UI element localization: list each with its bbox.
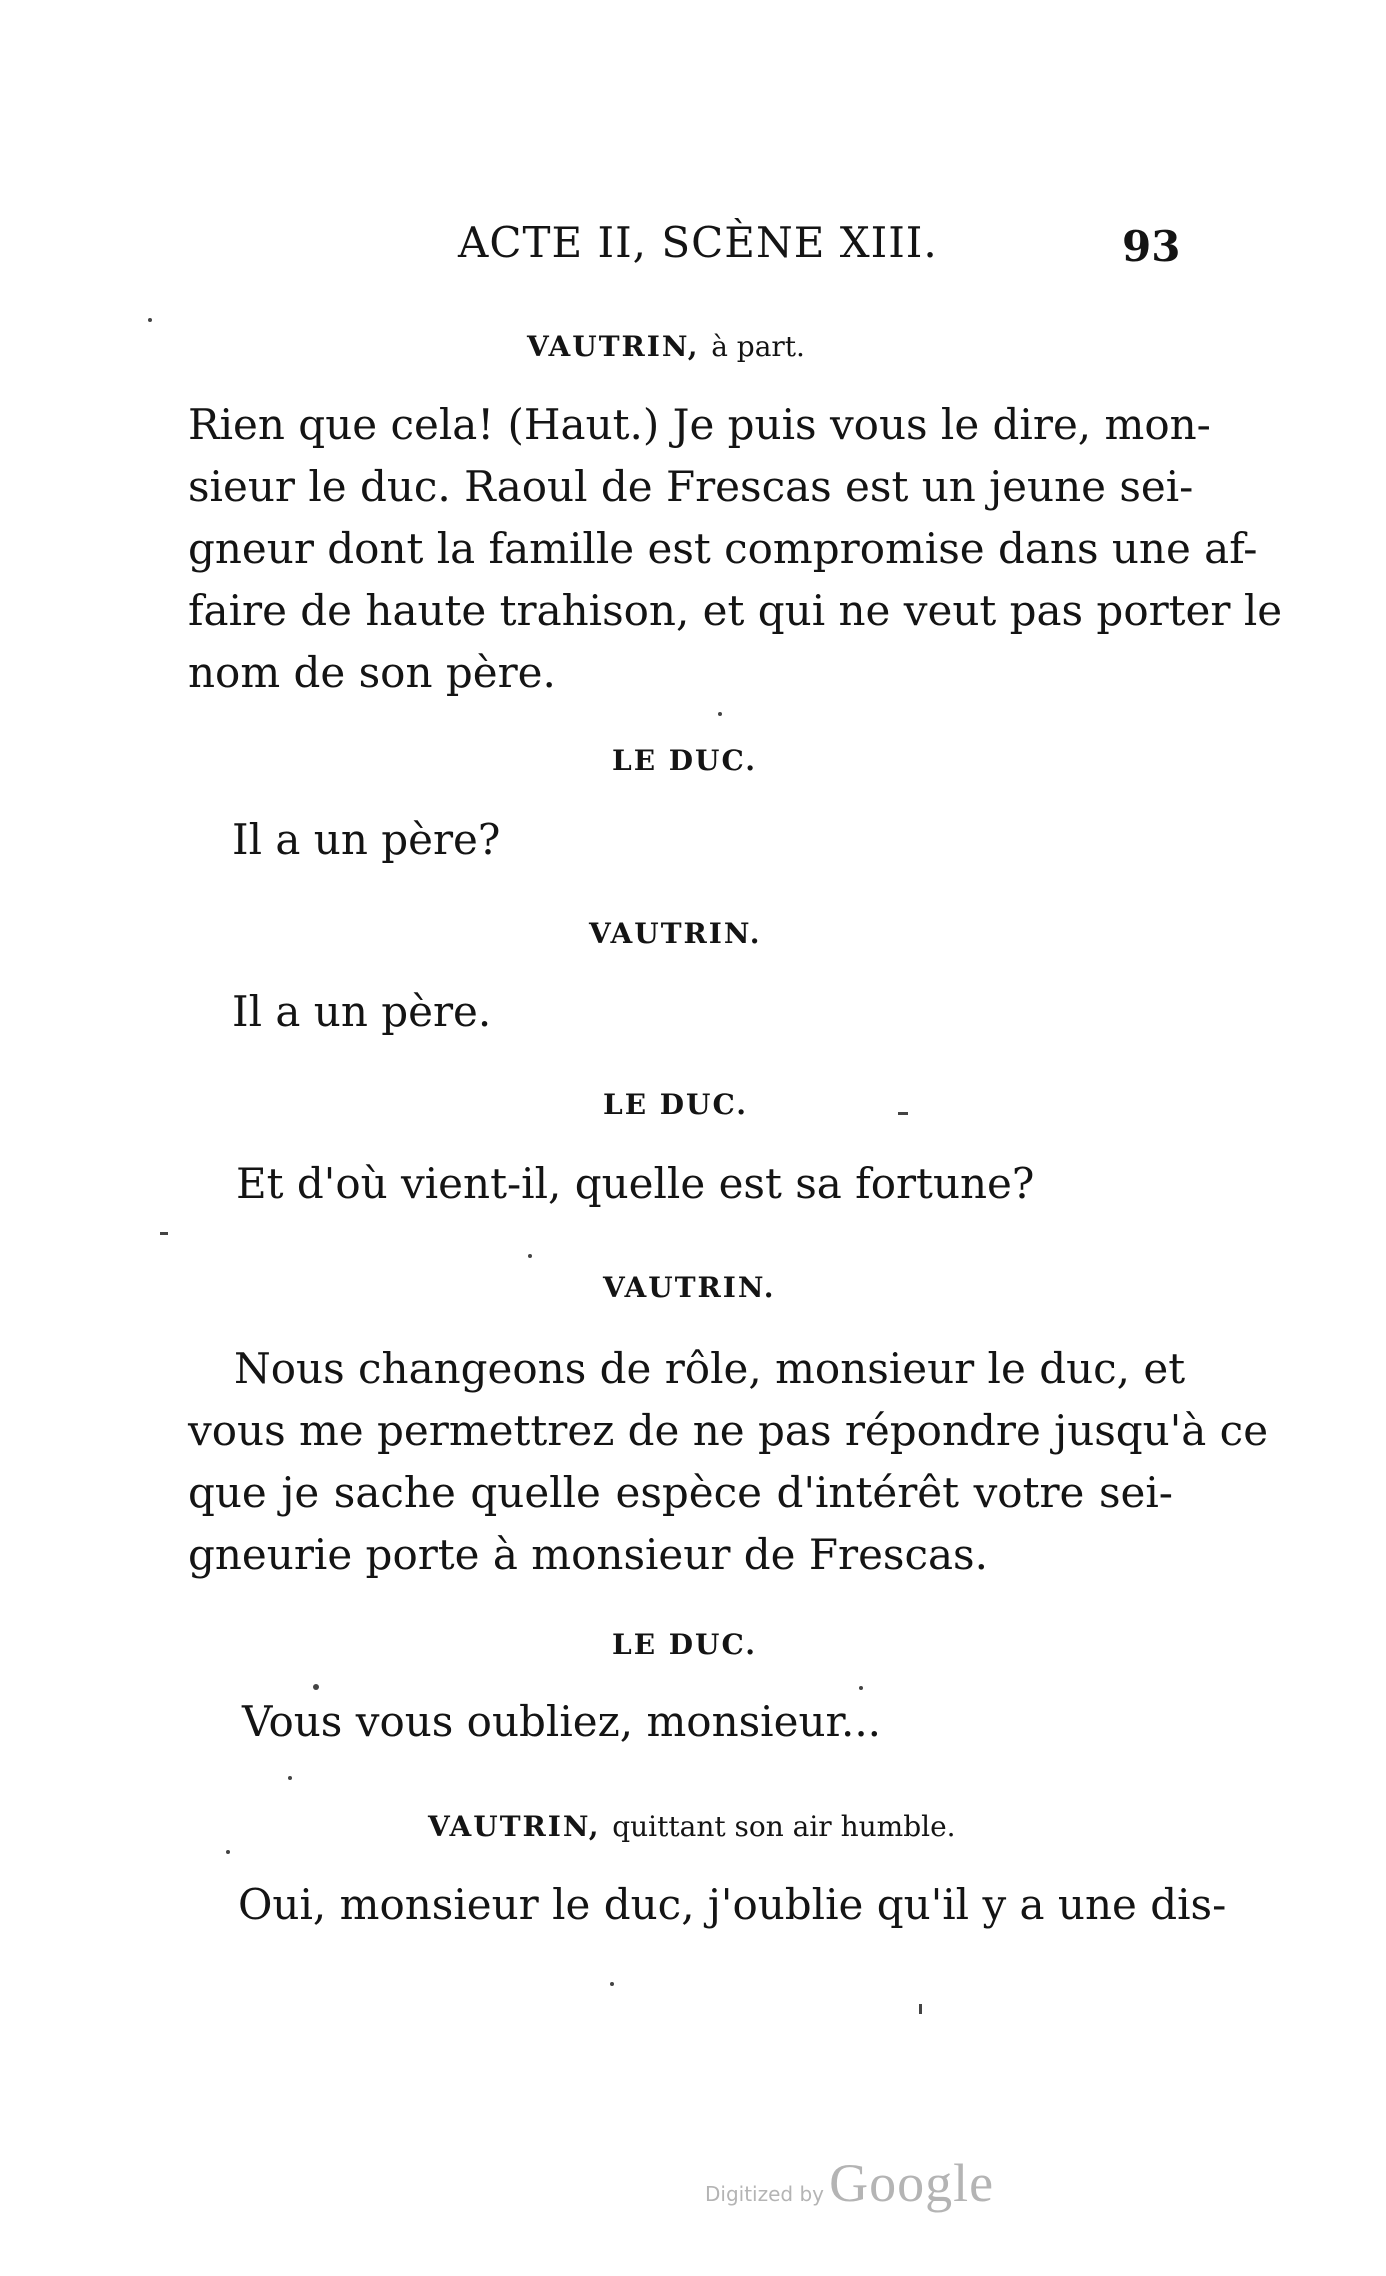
text-line: nom de son père. <box>188 648 556 697</box>
paper-speck <box>718 712 722 716</box>
watermark-prefix: Digitized by <box>705 2182 824 2206</box>
text-line: Rien que cela! (Haut.) Je puis vous le dire, mon- <box>188 400 1211 449</box>
speaker-heading <box>428 1810 956 1844</box>
paper-speck <box>919 2004 922 2014</box>
speaker-heading <box>527 330 805 364</box>
dialogue-line: Il a un père. <box>232 987 492 1036</box>
paper-speck <box>313 1684 319 1690</box>
paper-speck <box>226 1850 230 1854</box>
dialogue-line: Oui, monsieur le duc, j'oublie qu'il y a une dis- <box>238 1880 1227 1929</box>
stage-direction: quittant son air humble. <box>612 1810 956 1843</box>
paper-speck <box>148 318 152 322</box>
dialogue-line: Il a un père? <box>232 815 501 864</box>
paper-speck <box>528 1254 532 1258</box>
dialogue-line: Vous vous oubliez, monsieur... <box>242 1697 882 1746</box>
speaker-name: VAUTRIN, <box>428 1810 601 1843</box>
dialogue-paragraph <box>188 394 1283 704</box>
text-line: Nous changeons de rôle, monsieur le duc, et <box>234 1344 1186 1393</box>
paper-speck <box>160 1232 168 1235</box>
speaker-name: VAUTRIN, <box>527 330 700 363</box>
page-number: 93 <box>1122 222 1181 271</box>
paper-speck <box>859 1686 863 1690</box>
text-line: gneurie porte à monsieur de Frescas. <box>188 1530 988 1579</box>
stage-direction: (Haut.) <box>507 400 660 449</box>
text-line: gneur dont la famille est compromise dans une af- <box>188 524 1258 573</box>
speaker-heading: LE DUC. <box>612 744 758 777</box>
speaker-heading: VAUTRIN. <box>589 917 762 950</box>
paper-speck <box>288 1776 292 1780</box>
running-header: ACTE II, SCÈNE XIII. <box>458 218 938 267</box>
paper-speck <box>610 1982 614 1986</box>
text-line: que je sache quelle espèce d'intérêt votre sei- <box>188 1468 1173 1517</box>
speaker-heading: VAUTRIN. <box>603 1271 776 1304</box>
speaker-heading: LE DUC. <box>603 1088 749 1121</box>
google-logo: Google <box>829 2153 995 2213</box>
dialogue-paragraph <box>188 1338 1269 1586</box>
text-line: sieur le duc. Raoul de Frescas est un jeune sei- <box>188 462 1194 511</box>
dialogue-line: Et d'où vient-il, quelle est sa fortune? <box>236 1159 1035 1208</box>
text-line: vous me permettrez de ne pas répondre jusqu'à ce <box>188 1406 1269 1455</box>
digitized-watermark <box>705 2152 994 2214</box>
paper-speck <box>898 1112 908 1115</box>
speaker-heading: LE DUC. <box>612 1628 758 1661</box>
text-line: faire de haute trahison, et qui ne veut pas porter le <box>188 586 1283 635</box>
stage-direction: à part. <box>711 330 805 363</box>
